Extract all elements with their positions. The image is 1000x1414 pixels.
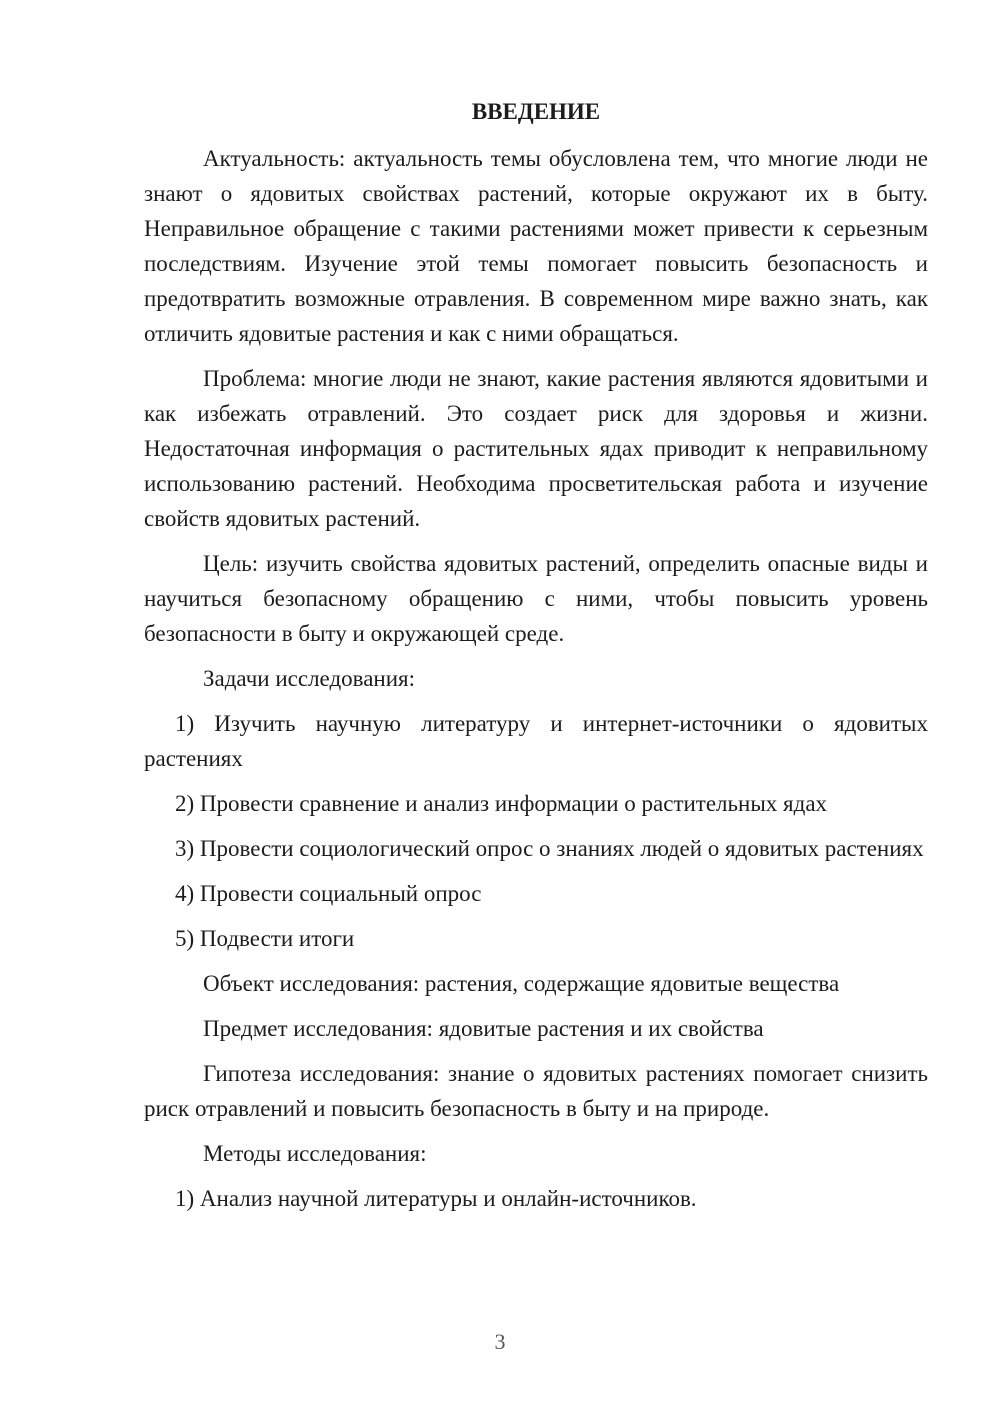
task-item: 1) Изучить научную литературу и интернет-источники о ядовитых растениях bbox=[144, 711, 928, 771]
page-number: 3 bbox=[494, 1329, 506, 1354]
goal-paragraph: Цель: изучить свойства ядовитых растений, определить опасные виды и научиться безопасному обращению с ними, чтобы повысить уровень безопасности в быту и окружающей среде. bbox=[144, 551, 928, 646]
object-paragraph: Объект исследования: растения, содержащие ядовитые вещества bbox=[203, 971, 840, 996]
task-item: 2) Провести сравнение и анализ информации о растительных ядах bbox=[175, 791, 828, 816]
relevance-paragraph: Актуальность: актуальность темы обусловлена тем, что многие люди не знают о ядовитых свойствах растений, которые окружают их в быту. Неправильное обращение с такими растениями может привести к серьезным последствиям. Изучение этой темы помогает повысить безопасность и предотвратить возможные отравления. В современном мире важно знать, как отличить ядовитые растения и как с ними обращаться. bbox=[144, 146, 928, 346]
subject-paragraph: Предмет исследования: ядовитые растения и их свойства bbox=[203, 1016, 764, 1041]
tasks-title: Задачи исследования: bbox=[203, 666, 416, 691]
task-item: 4) Провести социальный опрос bbox=[175, 881, 482, 906]
hypothesis-paragraph: Гипотеза исследования: знание о ядовитых растениях помогает снизить риск отравлений и повысить безопасность в быту и на природе. bbox=[144, 1061, 928, 1121]
page-content bbox=[144, 94, 928, 1216]
problem-paragraph: Проблема: многие люди не знают, какие растения являются ядовитыми и как избежать отравлений. Это создает риск для здоровья и жизни. Недостаточная информация о растительных ядах приводит к неправильному использованию растений. Необходима просветительская работа и изучение свойств ядовитых растений. bbox=[144, 366, 928, 531]
page-title: ВВЕДЕНИЕ bbox=[471, 99, 601, 124]
task-item: 3) Провести социологический опрос о знаниях людей о ядовитых растениях bbox=[175, 836, 924, 861]
method-item: 1) Анализ научной литературы и онлайн-источников. bbox=[175, 1186, 697, 1211]
task-item: 5) Подвести итоги bbox=[175, 926, 355, 951]
methods-title: Методы исследования: bbox=[203, 1141, 427, 1166]
